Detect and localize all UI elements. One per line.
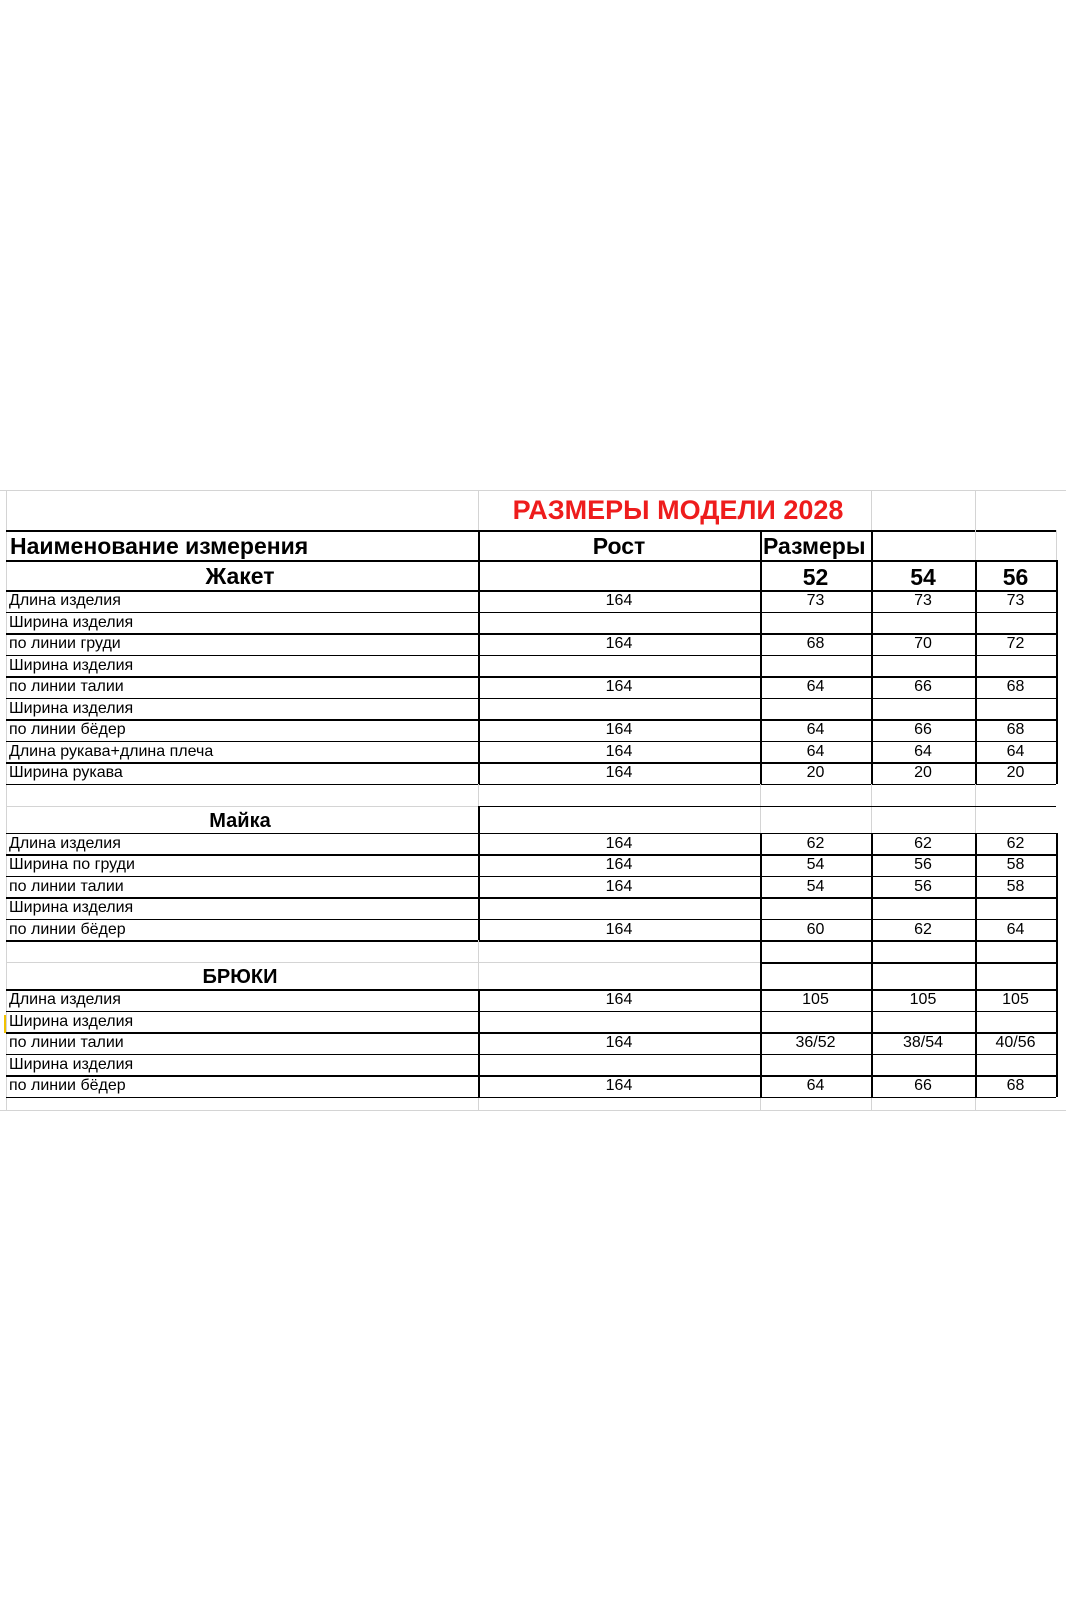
- cell-border: [478, 676, 480, 698]
- size-value: 64: [806, 721, 825, 738]
- header-sizes-label: Размеры: [763, 533, 866, 559]
- cell-border: [478, 989, 480, 1011]
- size-value: 68: [1006, 1077, 1025, 1094]
- cell-border: [478, 762, 480, 784]
- height-value: 164: [605, 592, 633, 609]
- cell-border: [6, 698, 1056, 700]
- cell-border: [975, 676, 977, 698]
- cell-border: [760, 962, 762, 989]
- size-value: 20: [914, 764, 932, 781]
- cell-border: [871, 1054, 873, 1076]
- size-value: 66: [914, 1077, 932, 1094]
- measurement-label: Ширина изделия: [9, 613, 134, 631]
- cell-border: [478, 612, 480, 634]
- measurement-label: по линии талии: [9, 678, 124, 695]
- gridline: [975, 530, 976, 560]
- cell-border: [478, 1011, 480, 1033]
- gridline: [975, 490, 976, 532]
- measurement-label: Ширина по груди: [9, 856, 135, 873]
- measurement-label: Ширина изделия: [9, 1055, 134, 1073]
- cell-border: [6, 1011, 1056, 1013]
- cell-border: [6, 784, 1056, 786]
- cell-border: [760, 989, 762, 1011]
- cell-border: [975, 590, 977, 612]
- size-value: 62: [914, 920, 932, 938]
- measurement-label: по линии бёдер: [9, 1077, 126, 1094]
- cell-border: [871, 676, 873, 698]
- cell-border: [975, 833, 977, 855]
- cell-border: [871, 560, 873, 590]
- cell-border: [6, 612, 1056, 614]
- cell-border: [975, 698, 977, 720]
- cell-border: [478, 633, 480, 655]
- cell-border: [1056, 854, 1058, 876]
- gridline: [6, 962, 760, 963]
- cell-border: [1056, 919, 1058, 941]
- size-value: 105: [909, 991, 937, 1008]
- cell-border: [975, 989, 977, 1011]
- cell-border: [760, 1054, 762, 1076]
- cell-border: [871, 876, 873, 898]
- size-value: 20: [806, 764, 825, 781]
- cell-border: [1056, 633, 1058, 655]
- cell-border: [760, 612, 762, 634]
- size-value: 70: [914, 635, 932, 652]
- size-value: 20: [1006, 764, 1025, 781]
- cell-border: [1056, 719, 1058, 741]
- cell-border: [6, 633, 1056, 635]
- size-value: 68: [806, 635, 825, 652]
- cell-border: [1056, 612, 1058, 634]
- cell-border: [760, 741, 762, 763]
- cell-border: [871, 897, 873, 919]
- height-value: 164: [605, 1034, 633, 1051]
- size-value: 105: [802, 991, 829, 1008]
- measurement-label: Ширина изделия: [9, 656, 134, 674]
- cell-border: [6, 989, 1056, 991]
- cell-border: [6, 919, 1056, 921]
- size-value: 73: [806, 592, 825, 609]
- cell-border: [871, 1011, 873, 1033]
- cell-border: [871, 919, 873, 941]
- cell-border: [975, 1054, 977, 1076]
- size-value: 58: [1006, 856, 1025, 873]
- height-value: 164: [605, 1077, 633, 1094]
- cell-border: [478, 741, 480, 763]
- cell-border: [478, 1032, 480, 1054]
- measurement-label: по линии бёдер: [9, 721, 126, 738]
- cell-border: [6, 676, 1056, 678]
- measurement-label: по линии бёдер: [9, 920, 126, 938]
- cell-border: [871, 762, 873, 784]
- cell-border: [760, 698, 762, 720]
- cell-border: [760, 1032, 762, 1054]
- size-value: 64: [806, 742, 825, 760]
- cell-border: [1056, 560, 1058, 590]
- cell-border: [6, 741, 1056, 743]
- cell-border: [871, 655, 873, 677]
- cell-border: [6, 897, 1056, 899]
- cell-border: [1056, 1032, 1058, 1054]
- cell-border: [975, 612, 977, 634]
- cell-border: [760, 962, 1056, 964]
- cell-border: [478, 530, 480, 560]
- cell-border: [478, 719, 480, 741]
- cell-border: [760, 762, 762, 784]
- cell-border: [1056, 876, 1058, 898]
- section-title: БРЮКИ: [202, 966, 278, 988]
- gridline: [0, 1110, 1066, 1111]
- height-value: 164: [605, 764, 633, 781]
- measurement-label: по линии груди: [9, 635, 121, 652]
- size-value: 73: [1006, 592, 1025, 609]
- size-value: 56: [914, 877, 932, 895]
- cell-border: [760, 876, 762, 898]
- size-value: 62: [806, 834, 825, 852]
- cell-border: [6, 719, 1056, 721]
- gridline: [478, 940, 479, 962]
- cell-border: [1056, 698, 1058, 720]
- cell-border: [1056, 590, 1058, 612]
- gridline: [1056, 530, 1057, 560]
- cell-border: [478, 806, 1056, 808]
- cell-border: [760, 1011, 762, 1033]
- cell-border: [975, 633, 977, 655]
- size-value: 64: [1006, 742, 1025, 760]
- cell-border: [975, 876, 977, 898]
- cell-border: [760, 833, 762, 855]
- height-value: 164: [605, 991, 633, 1008]
- cell-border: [478, 560, 480, 590]
- size-value: 54: [806, 877, 825, 895]
- size-value: 105: [1002, 991, 1029, 1008]
- cell-border: [975, 560, 977, 590]
- cell-border: [871, 962, 873, 989]
- header-height-label: Рост: [592, 533, 646, 559]
- size-header-54: 54: [910, 564, 936, 590]
- height-value: 164: [605, 678, 633, 695]
- height-value: 164: [605, 834, 633, 852]
- measurement-label: Длина изделия: [9, 834, 121, 852]
- cell-border: [478, 1054, 480, 1076]
- cell-border: [6, 854, 1056, 856]
- cell-border: [760, 530, 762, 560]
- size-value: 72: [1006, 635, 1025, 652]
- size-value: 54: [806, 856, 825, 873]
- cell-border: [975, 919, 977, 941]
- cell-border: [975, 1011, 977, 1033]
- cell-border: [1056, 655, 1058, 677]
- section-title: Жакет: [205, 563, 275, 589]
- cell-border: [760, 560, 762, 590]
- size-header-56: 56: [1002, 564, 1029, 590]
- size-header-52: 52: [802, 564, 829, 590]
- size-value: 56: [914, 856, 932, 873]
- cell-border: [760, 919, 762, 941]
- size-value: 60: [806, 920, 825, 938]
- size-value: 73: [914, 592, 932, 609]
- cell-border: [478, 919, 480, 941]
- size-value: 62: [1006, 834, 1025, 852]
- cell-border: [760, 590, 762, 612]
- cell-border: [478, 833, 480, 855]
- cell-border: [1056, 762, 1058, 784]
- gridline: [478, 962, 479, 989]
- size-value: 66: [914, 678, 932, 695]
- size-value: 66: [914, 721, 932, 738]
- cell-border: [975, 741, 977, 763]
- measurement-label: Ширина изделия: [9, 1012, 134, 1030]
- measurement-label: Ширина рукава: [9, 764, 123, 781]
- measurement-label: по линии талии: [9, 1034, 124, 1051]
- height-value: 164: [605, 721, 633, 738]
- height-value: 164: [605, 877, 633, 895]
- gridline: [0, 490, 1066, 491]
- cell-border: [1056, 1011, 1058, 1033]
- cell-border: [6, 762, 1056, 764]
- cell-border: [1056, 897, 1058, 919]
- cell-border: [975, 1032, 977, 1054]
- cell-border: [6, 1097, 1056, 1099]
- size-value: 58: [1006, 877, 1025, 895]
- cell-border: [975, 655, 977, 677]
- cell-border: [871, 530, 873, 560]
- size-value: 68: [1006, 678, 1025, 695]
- size-value: 62: [914, 834, 932, 852]
- cell-border: [760, 633, 762, 655]
- cell-border: [1056, 1075, 1058, 1097]
- cell-border: [871, 633, 873, 655]
- height-value: 164: [605, 635, 633, 652]
- measurement-label: Ширина изделия: [9, 699, 134, 717]
- cell-border: [871, 719, 873, 741]
- cell-border: [478, 590, 480, 612]
- gridline: [760, 784, 761, 806]
- size-value: 64: [806, 678, 825, 695]
- cell-selection-mark: [4, 1015, 6, 1033]
- cell-border: [478, 897, 480, 919]
- cell-border: [975, 762, 977, 784]
- size-value: 64: [1006, 920, 1025, 938]
- cell-border: [1056, 962, 1058, 989]
- cell-border: [871, 940, 873, 962]
- cell-border: [871, 1032, 873, 1054]
- cell-border: [760, 1075, 762, 1097]
- cell-border: [975, 719, 977, 741]
- sheet-title: РАЗМЕРЫ МОДЕЛИ 2028: [512, 495, 844, 525]
- measurement-label: Ширина изделия: [9, 899, 134, 916]
- cell-border: [871, 1075, 873, 1097]
- cell-border: [6, 560, 1056, 562]
- gridline: [760, 806, 761, 833]
- gridline: [871, 784, 872, 806]
- cell-border: [478, 1075, 480, 1097]
- gridline: [975, 784, 976, 806]
- cell-border: [975, 962, 977, 989]
- cell-border: [760, 897, 762, 919]
- cell-border: [1056, 1054, 1058, 1076]
- cell-border: [760, 655, 762, 677]
- height-value: 164: [605, 920, 633, 938]
- section-title: Майка: [209, 809, 271, 832]
- header-name-label: Наименование измерения: [10, 533, 309, 559]
- gridline: [478, 784, 479, 806]
- cell-border: [6, 590, 1056, 592]
- cell-border: [478, 806, 480, 833]
- cell-border: [975, 897, 977, 919]
- cell-border: [760, 719, 762, 741]
- cell-border: [1056, 676, 1058, 698]
- cell-border: [760, 854, 762, 876]
- cell-border: [1056, 940, 1058, 962]
- cell-border: [1056, 741, 1058, 763]
- cell-border: [478, 698, 480, 720]
- cell-border: [478, 854, 480, 876]
- cell-border: [760, 676, 762, 698]
- cell-border: [975, 854, 977, 876]
- size-value: 36/52: [795, 1034, 836, 1051]
- gridline: [871, 806, 872, 833]
- height-value: 164: [605, 856, 633, 873]
- cell-border: [6, 940, 1056, 942]
- cell-border: [871, 833, 873, 855]
- cell-border: [1056, 989, 1058, 1011]
- cell-border: [6, 655, 1056, 657]
- cell-border: [6, 1054, 1056, 1056]
- header-top-border: [6, 530, 1056, 532]
- measurement-label: Длина изделия: [9, 592, 121, 609]
- cell-border: [6, 833, 1056, 835]
- size-value: 38/54: [902, 1034, 944, 1051]
- gridline: [6, 490, 7, 1110]
- size-value: 40/56: [995, 1034, 1036, 1051]
- cell-border: [871, 698, 873, 720]
- cell-border: [478, 876, 480, 898]
- cell-border: [975, 1075, 977, 1097]
- measurement-label: по линии талии: [9, 877, 124, 895]
- cell-border: [6, 1075, 1056, 1077]
- cell-border: [871, 854, 873, 876]
- size-value: 68: [1006, 721, 1025, 738]
- cell-border: [871, 989, 873, 1011]
- cell-border: [760, 940, 762, 962]
- cell-border: [6, 876, 1056, 878]
- measurement-label: Длина рукава+длина плеча: [9, 742, 214, 760]
- cell-border: [6, 1032, 1056, 1034]
- measurement-label: Длина изделия: [9, 991, 121, 1008]
- cell-border: [975, 940, 977, 962]
- height-value: 164: [605, 742, 633, 760]
- gridline: [975, 806, 976, 833]
- cell-border: [871, 741, 873, 763]
- size-value: 64: [806, 1077, 825, 1094]
- size-value: 64: [914, 742, 932, 760]
- cell-border: [1056, 833, 1058, 855]
- cell-border: [871, 612, 873, 634]
- cell-border: [871, 590, 873, 612]
- cell-border: [478, 655, 480, 677]
